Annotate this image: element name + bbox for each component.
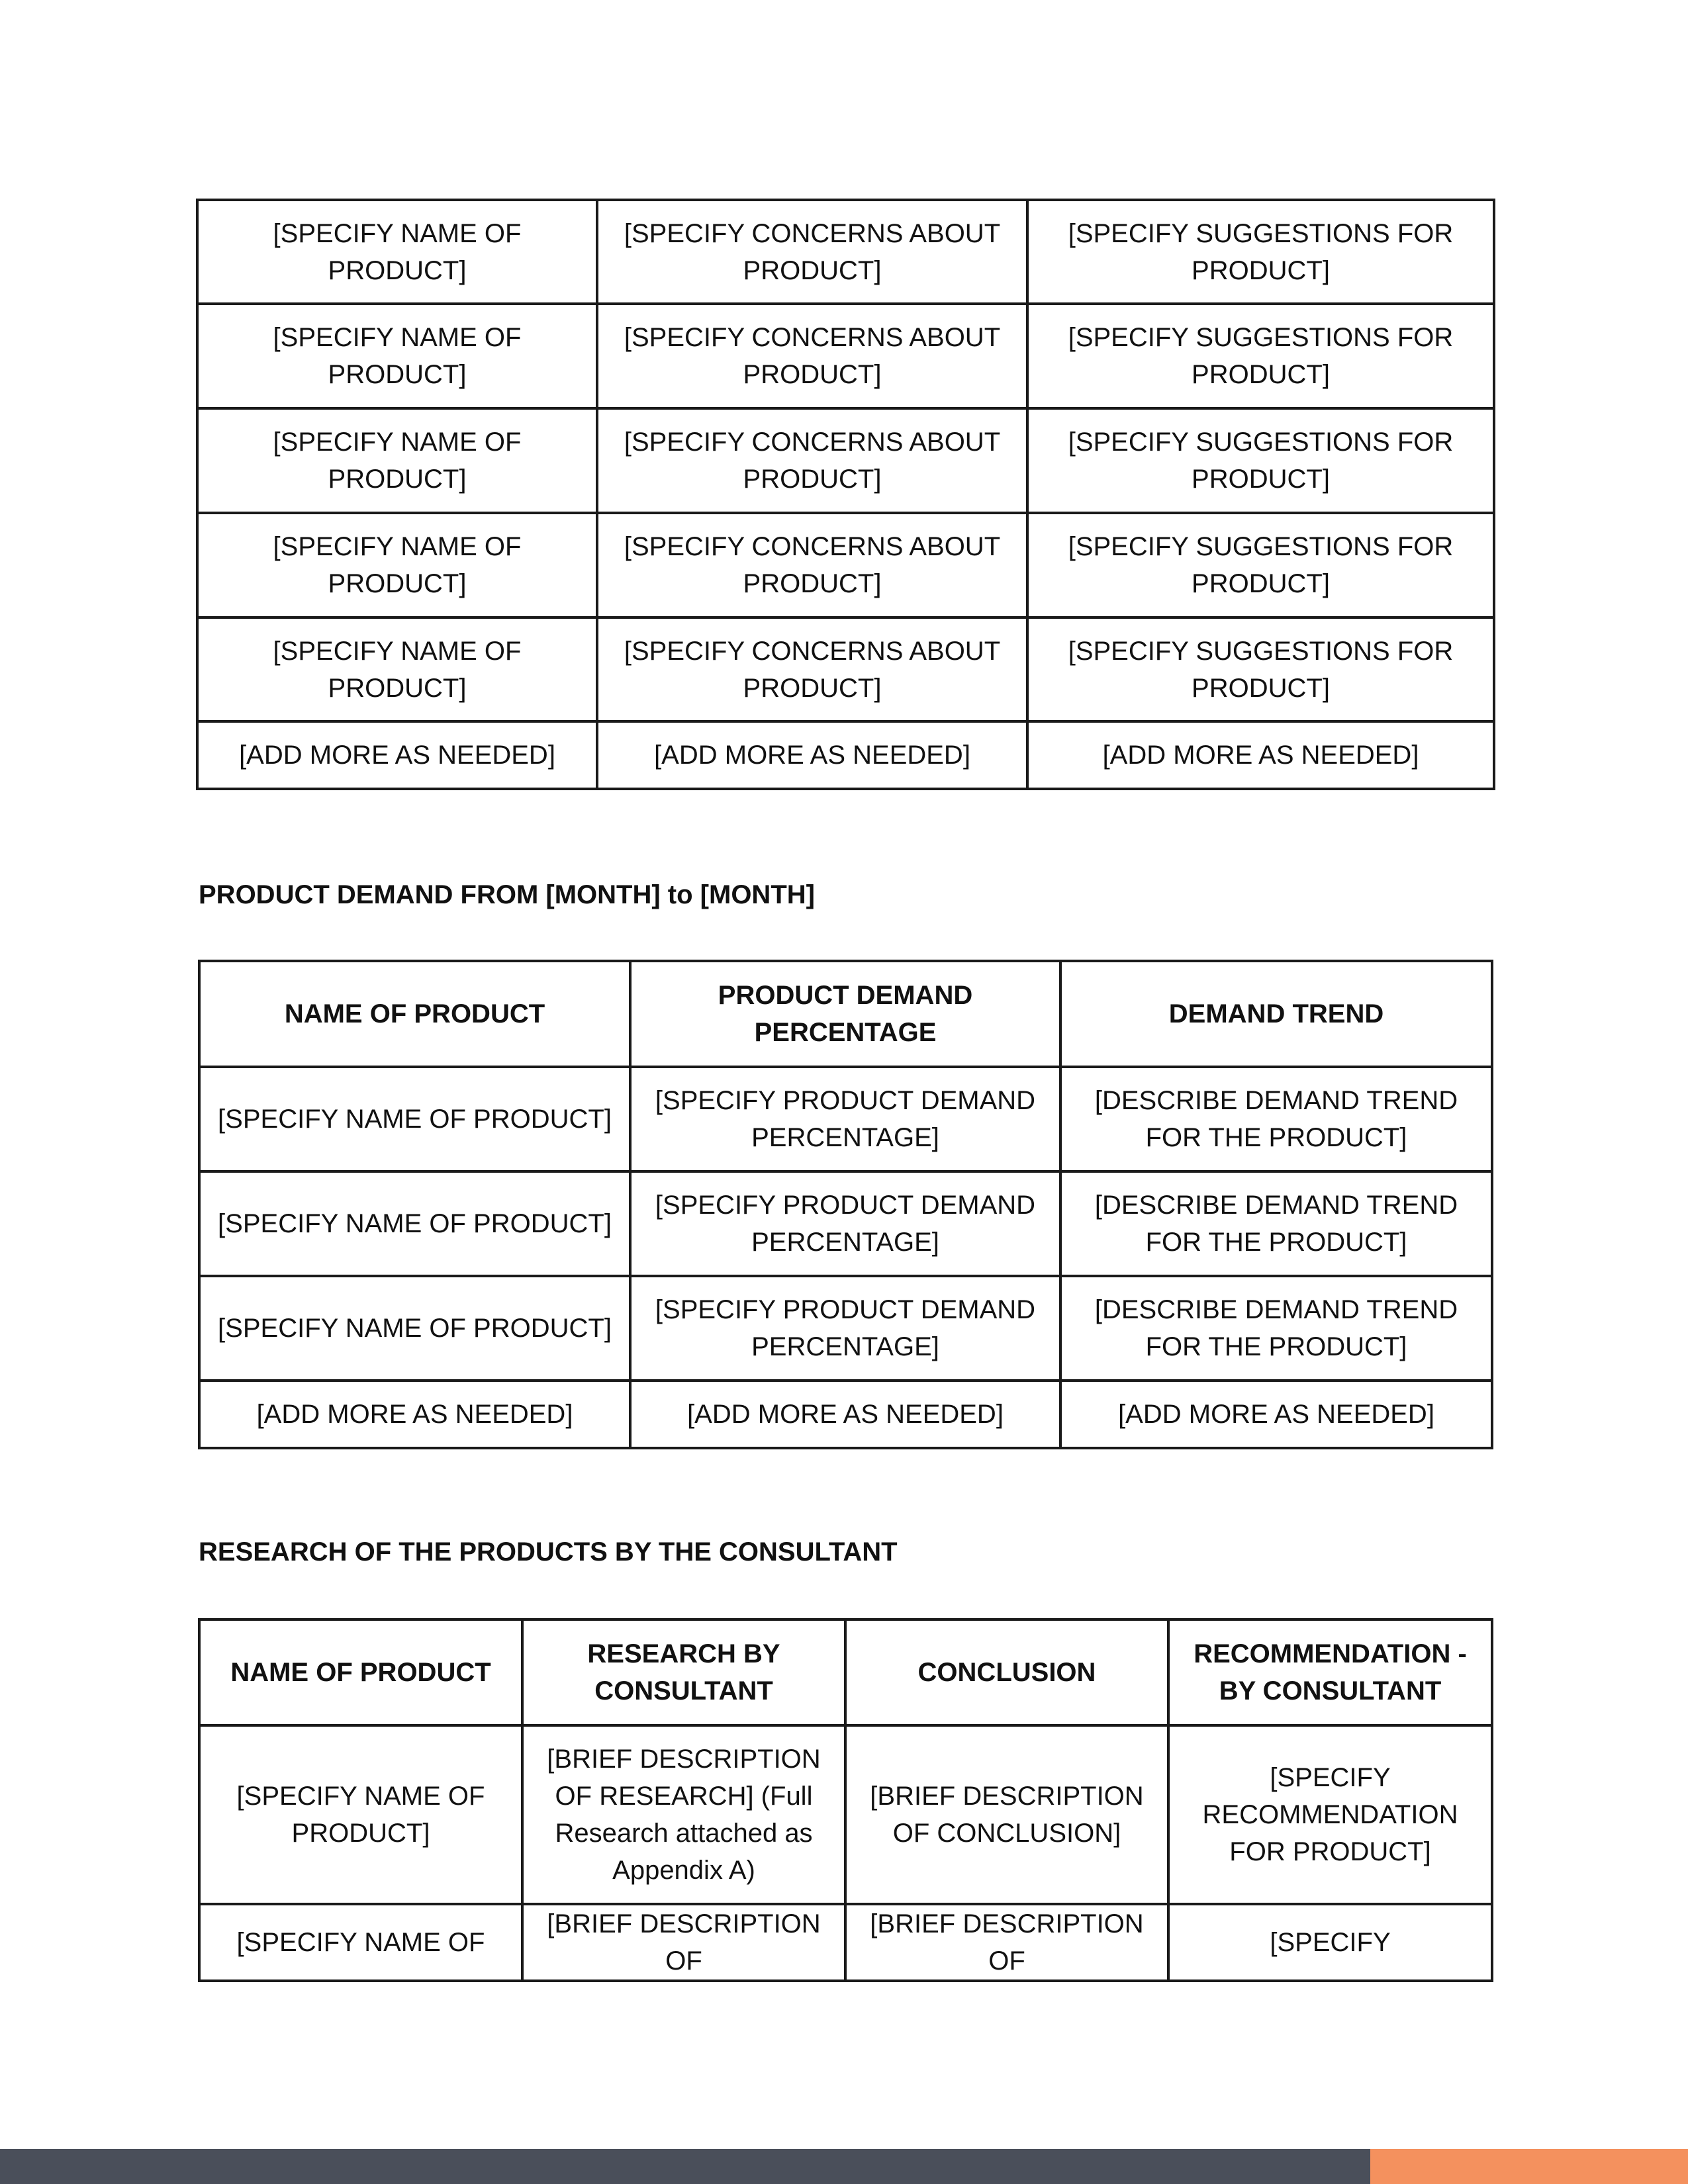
table-row [197,200,1494,304]
product-name-cell: [SPECIFY NAME OF PRODUCT] [197,408,597,513]
product-concerns-cell: [SPECIFY CONCERNS ABOUT PRODUCT] [597,200,1027,304]
demand-trend-cell: [DESCRIBE DEMAND TREND FOR THE PRODUCT] [1060,1276,1492,1381]
consultant-research-heading: RESEARCH OF THE PRODUCTS BY THE CONSULTANT [199,1537,898,1567]
research-cell: [BRIEF DESCRIPTION OF [522,1904,845,1981]
product-concerns-cell: [SPECIFY CONCERNS ABOUT PRODUCT] [597,304,1027,408]
product-name-cell: [SPECIFY NAME OF PRODUCT] [197,200,597,304]
product-concerns-cell: [SPECIFY CONCERNS ABOUT PRODUCT] [597,617,1027,721]
add-more-cell: [ADD MORE AS NEEDED] [197,721,597,789]
demand-percentage-cell: [SPECIFY PRODUCT DEMAND PERCENTAGE] [630,1067,1060,1171]
product-suggestions-cell: [SPECIFY SUGGESTIONS FOR PRODUCT] [1027,408,1494,513]
add-more-cell: [ADD MORE AS NEEDED] [630,1381,1060,1448]
product-suggestions-cell: [SPECIFY SUGGESTIONS FOR PRODUCT] [1027,513,1494,617]
product-name-cell: [SPECIFY NAME OF PRODUCT] [197,513,597,617]
product-suggestions-cell: [SPECIFY SUGGESTIONS FOR PRODUCT] [1027,617,1494,721]
product-name-cell: [SPECIFY NAME OF [199,1904,522,1981]
add-more-cell: [ADD MORE AS NEEDED] [199,1381,630,1448]
column-header-product-name: NAME OF PRODUCT [199,961,630,1067]
column-header-demand-trend: DEMAND TREND [1060,961,1492,1067]
product-name-cell: [SPECIFY NAME OF PRODUCT] [199,1725,522,1904]
product-feedback-table [196,199,1495,790]
table-row [199,1067,1492,1171]
column-header-recommendation: RECOMMENDATION - BY CONSULTANT [1168,1619,1492,1725]
footer-accent-bar [1370,2149,1688,2184]
product-demand-heading: PRODUCT DEMAND FROM [MONTH] to [MONTH] [199,880,815,909]
table-header-row [199,1619,1492,1725]
add-more-cell: [ADD MORE AS NEEDED] [597,721,1027,789]
product-suggestions-cell: [SPECIFY SUGGESTIONS FOR PRODUCT] [1027,304,1494,408]
demand-percentage-cell: [SPECIFY PRODUCT DEMAND PERCENTAGE] [630,1276,1060,1381]
column-header-conclusion: CONCLUSION [845,1619,1168,1725]
product-demand-table [198,960,1493,1449]
consultant-research-table [198,1618,1493,1982]
table-row [197,513,1494,617]
product-name-cell: [SPECIFY NAME OF PRODUCT] [199,1067,630,1171]
demand-trend-cell: [DESCRIBE DEMAND TREND FOR THE PRODUCT] [1060,1171,1492,1276]
table-row [197,721,1494,789]
product-name-cell: [SPECIFY NAME OF PRODUCT] [197,304,597,408]
product-name-cell: [SPECIFY NAME OF PRODUCT] [199,1171,630,1276]
column-header-demand-percentage: PRODUCT DEMAND PERCENTAGE [630,961,1060,1067]
demand-trend-cell: [DESCRIBE DEMAND TREND FOR THE PRODUCT] [1060,1067,1492,1171]
product-concerns-cell: [SPECIFY CONCERNS ABOUT PRODUCT] [597,408,1027,513]
column-header-research: RESEARCH BY CONSULTANT [522,1619,845,1725]
product-name-cell: [SPECIFY NAME OF PRODUCT] [197,617,597,721]
research-cell: [BRIEF DESCRIPTION OF RESEARCH] (Full Research attached as Appendix A) [522,1725,845,1904]
table-row [199,1725,1492,1904]
add-more-cell: [ADD MORE AS NEEDED] [1027,721,1494,789]
conclusion-cell: [BRIEF DESCRIPTION OF CONCLUSION] [845,1725,1168,1904]
table-row [199,1276,1492,1381]
recommendation-cell: [SPECIFY [1168,1904,1492,1981]
add-more-cell: [ADD MORE AS NEEDED] [1060,1381,1492,1448]
conclusion-cell: [BRIEF DESCRIPTION OF [845,1904,1168,1981]
table-row [199,1381,1492,1448]
table-row [199,1171,1492,1276]
product-concerns-cell: [SPECIFY CONCERNS ABOUT PRODUCT] [597,513,1027,617]
demand-percentage-cell: [SPECIFY PRODUCT DEMAND PERCENTAGE] [630,1171,1060,1276]
table-row [197,304,1494,408]
recommendation-cell: [SPECIFY RECOMMENDATION FOR PRODUCT] [1168,1725,1492,1904]
table-row [199,1904,1492,1981]
table-row [197,617,1494,721]
table-row [197,408,1494,513]
column-header-product-name: NAME OF PRODUCT [199,1619,522,1725]
product-name-cell: [SPECIFY NAME OF PRODUCT] [199,1276,630,1381]
table-header-row [199,961,1492,1067]
product-suggestions-cell: [SPECIFY SUGGESTIONS FOR PRODUCT] [1027,200,1494,304]
